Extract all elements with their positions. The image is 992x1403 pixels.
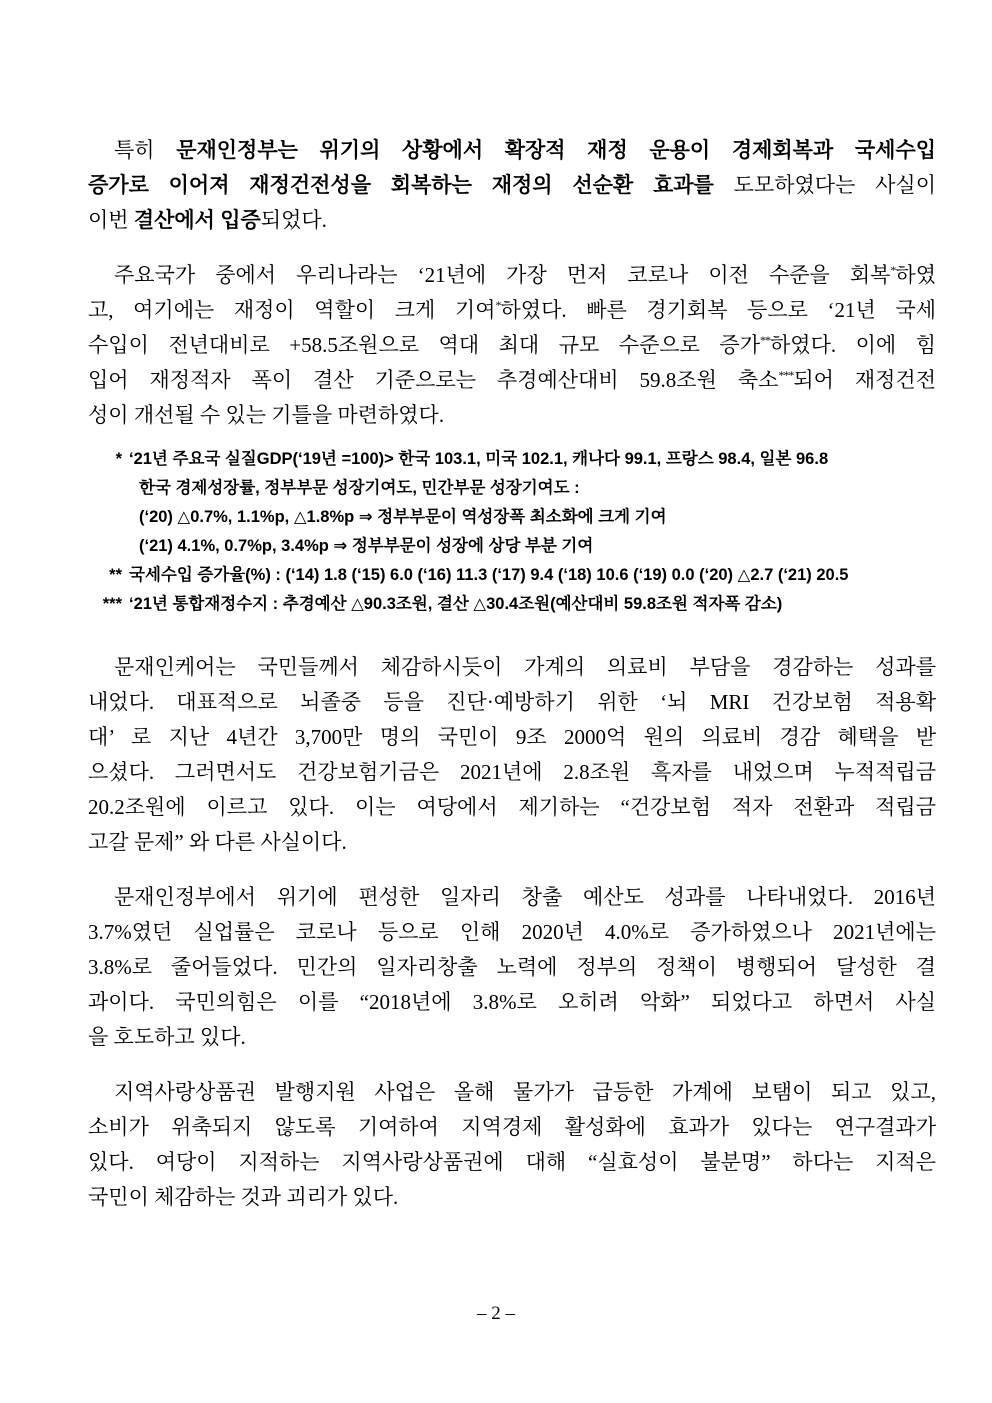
- footnote-ref-asterisk: *: [495, 298, 501, 312]
- text-segment: 3.8%로 줄어들었다. 민간의 일자리창출 노력에 정부의 정책이 병행되어 달성한 결: [88, 955, 936, 979]
- paragraph-1: [88, 133, 936, 238]
- paragraph-4: [88, 880, 936, 1055]
- footnote-text: ‘21년 통합재정수지 : 추경예산 △90.3조원, 결산 △30.4조원(예산대비 59.8조원 적자폭 감소): [129, 595, 783, 613]
- text-line: [88, 1075, 936, 1110]
- text-segment: 대’ 로 지난 4년간 3,700만 명의 국민이 9조 2000억 원의 의료비 경감 혜택을 받: [88, 725, 936, 749]
- text-segment: 3.7%였던 실업률은 코로나 등으로 인해 2020년 4.0%로 증가하였으나 2021년에는: [88, 920, 936, 944]
- text-line: [88, 650, 936, 685]
- text-segment: 증가로 이어져 재정건전성을 회복하는 재정의 선순환 효과를: [88, 173, 714, 197]
- text-segment: 고갈 문제” 와 다른 사실이다.: [88, 830, 347, 854]
- text-segment: 결산에서 입증: [133, 208, 261, 232]
- text-segment: 으셨다. 그러면서도 건강보험기금은 2021년에 2.8조원 흑자를 내었으며 누적적립금: [88, 760, 936, 784]
- text-segment: 국민이 체감하는 것과 괴리가 있다.: [88, 1185, 399, 1209]
- text-line: [88, 398, 936, 433]
- text-segment: 되었다.: [260, 208, 327, 232]
- text-line: [88, 1180, 936, 1215]
- text-segment: 주요국가 중에서 우리나라는 ‘21년에 가장 먼저 코로나 이전 수준을 회복: [114, 263, 891, 287]
- text-line: [88, 293, 936, 328]
- text-segment: 과이다. 국민의힘은 이를 “2018년에 3.8%로 오히려 악화” 되었다고 하면서 사실: [88, 990, 936, 1014]
- footnote-row: [88, 503, 936, 532]
- text-line: [88, 1110, 936, 1145]
- footnote-row: [88, 532, 936, 561]
- footnote-marker: *: [115, 450, 122, 468]
- text-segment: 문재인케어는 국민들께서 체감하시듯이 가계의 의료비 부담을 경감하는 성과를: [114, 655, 936, 679]
- page-number: – 2 –: [477, 1303, 515, 1324]
- footnote-text: (‘20) △0.7%, 1.1%p, △1.8%p ⇒ 정부부문이 역성장폭 최소화에 크게 기여: [139, 508, 667, 526]
- text-segment: 이번: [88, 208, 134, 232]
- text-line: [88, 915, 936, 950]
- text-line: [88, 363, 936, 398]
- text-line: [88, 258, 936, 293]
- footnote-text: 한국 경제성장률, 정부부문 성장기여도, 민간부문 성장기여도 :: [139, 479, 580, 497]
- text-line: [88, 133, 936, 168]
- text-segment: 고, 여기에는 재정이 역할이 크게 기여: [88, 298, 496, 322]
- text-segment: 하였다. 빠른 경기회복 등으로 ‘21년 국세: [500, 298, 936, 322]
- footnote-marker: ***: [102, 595, 122, 613]
- text-line: [88, 168, 936, 203]
- text-line: [88, 825, 936, 860]
- footnote-ref-asterisk: **: [760, 333, 771, 347]
- text-segment: 내었다. 대표적으로 뇌졸중 등을 진단·예방하기 위한 ‘뇌 MRI 건강보험 적용확: [88, 690, 936, 714]
- text-line: [88, 720, 936, 755]
- footnote-text: ‘21년 주요국 실질GDP(‘19년 =100)> 한국 103.1, 미국 102.1, 캐나다 99.1, 프랑스 98.4, 일본 96.8: [129, 450, 829, 468]
- text-line: [88, 950, 936, 985]
- text-segment: 특히: [114, 138, 177, 162]
- text-line: [88, 1020, 936, 1055]
- text-segment: 입어 재정적자 폭이 결산 기준으로는 추경예산대비 59.8조원 축소: [88, 368, 779, 392]
- text-segment: 수입이 전년대비로 +58.5조원으로 역대 최대 규모 수준으로 증가: [88, 333, 761, 357]
- text-segment: 을 호도하고 있다.: [88, 1025, 246, 1049]
- footnote-marker: [88, 503, 129, 532]
- text-segment: 20.2조원에 이르고 있다. 이는 여당에서 제기하는 “건강보험 적자 전환과 적립금: [88, 795, 936, 819]
- text-line: [88, 685, 936, 720]
- footnote-text: (‘21) 4.1%, 0.7%p, 3.4%p ⇒ 정부부문이 성장에 상당 부분 기여: [139, 537, 594, 555]
- text-segment: 소비가 위축되지 않도록 기여하여 지역경제 활성화에 효과가 있다는 연구결과가: [88, 1115, 936, 1139]
- footnote-row: [88, 445, 936, 474]
- text-line: [88, 985, 936, 1020]
- footnote-row: [88, 590, 936, 619]
- text-segment: 하였다. 이에 힘: [770, 333, 936, 357]
- text-segment: 있다. 여당이 지적하는 지역사랑상품권에 대해 “실효성이 불분명” 하다는 지적은: [88, 1150, 936, 1174]
- text-segment: 문재인정부에서 위기에 편성한 일자리 창출 예산도 성과를 나타내었다. 2016년: [114, 885, 936, 909]
- text-line: [88, 203, 936, 238]
- footnote-row: [88, 474, 936, 503]
- text-segment: 하였: [895, 263, 936, 287]
- text-line: [88, 1145, 936, 1180]
- paragraph-2: [88, 258, 936, 433]
- text-segment: 문재인정부는 위기의 상황에서 확장적 재정 운용이 경제회복과 국세수입: [176, 138, 936, 162]
- paragraph-5: [88, 1075, 936, 1215]
- footnote-marker: [88, 532, 129, 561]
- text-line: [88, 880, 936, 915]
- footnote-ref-asterisk: *: [890, 263, 896, 277]
- text-segment: 지역사랑상품권 발행지원 사업은 올해 물가가 급등한 가계에 보탬이 되고 있고,: [114, 1080, 936, 1104]
- text-line: [88, 790, 936, 825]
- text-segment: 되어 재정건전: [793, 368, 936, 392]
- footnote-marker: [88, 474, 129, 503]
- text-segment: 도모하였다는 사실이: [713, 173, 936, 197]
- paragraph-3: [88, 650, 936, 860]
- text-line: [88, 755, 936, 790]
- footnote-block: [88, 445, 936, 619]
- text-line: [88, 328, 936, 363]
- footnote-row: [88, 561, 936, 590]
- footnote-marker: **: [109, 566, 122, 584]
- text-segment: 성이 개선될 수 있는 기틀을 마련하였다.: [88, 403, 445, 427]
- footnote-text: 국세수입 증가율(%) : (‘14) 1.8 (‘15) 6.0 (‘16) 11.3 (‘17) 9.4 (‘18) 10.6 (‘19) 0.0 (‘20) △2.7 (‘21) 20.5: [129, 566, 849, 584]
- footnote-ref-asterisk: ***: [778, 368, 794, 382]
